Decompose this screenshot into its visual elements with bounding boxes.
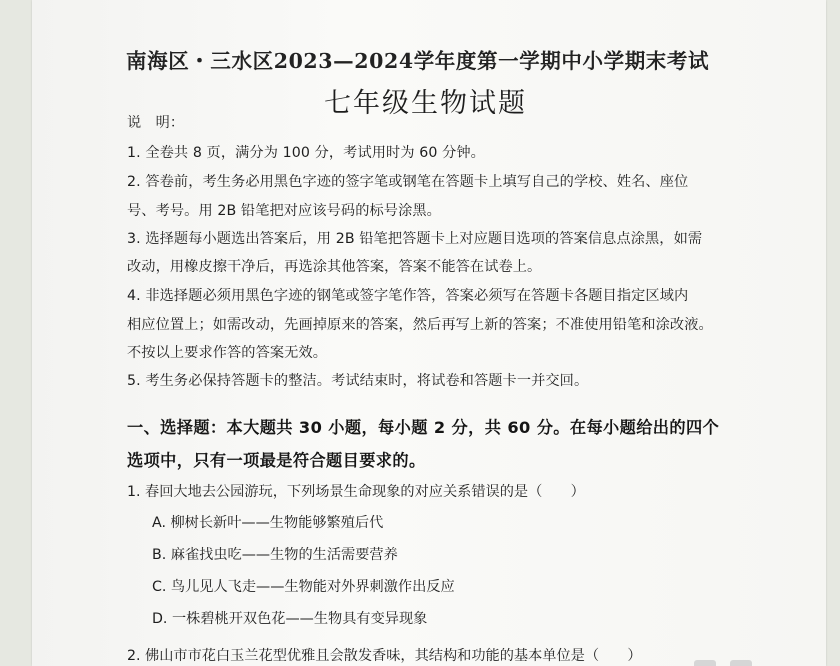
question-option: A. 柳树长新叶——生物能够繁殖后代 (152, 515, 384, 531)
exam-title: 南海区・三水区2023—2024学年度第一学期中小学期末考试 (126, 49, 710, 73)
right-gutter (826, 0, 840, 666)
instruction-line: 相应位置上；如需改动，先画掉原来的答案，然后再写上新的答案；不准使用铅笔和涂改液。 (127, 317, 713, 333)
instruction-line: 号、考号。用 2B 铅笔把对应该号码的标号涂黑。 (127, 203, 441, 219)
question-option: D. 一株碧桃开双色花——生物具有变异现象 (152, 611, 428, 627)
question-option: C. 鸟儿见人飞走——生物能对外界刺激作出反应 (152, 579, 455, 595)
instruction-line: 4. 非选择题必须用黑色字迹的钢笔或签字笔作答，答案必须写在答题卡各题目指定区域内 (127, 288, 689, 304)
page-nav-handle[interactable] (730, 660, 752, 666)
instruction-line: 2. 答卷前，考生务必用黑色字迹的签字笔或钢笔在答题卡上填写自己的学校、姓名、座位 (127, 174, 689, 190)
instruction-line: 改动，用橡皮擦干净后，再选涂其他答案，答案不能答在试卷上。 (127, 259, 542, 275)
instruction-line: 5. 考生务必保持答题卡的整洁。考试结束时，将试卷和答题卡一并交回。 (127, 373, 589, 389)
exam-subtitle: 七年级生物试题 (324, 88, 527, 119)
question-option: B. 麻雀找虫吃——生物的生活需要营养 (152, 547, 398, 563)
section-title: 选项中，只有一项最是符合题目要求的。 (127, 451, 426, 470)
section-title: 一、选择题：本大题共 30 小题，每小题 2 分，共 60 分。在每小题给出的四个 (127, 418, 720, 437)
page-nav-handle[interactable] (694, 660, 716, 666)
question-stem: 1. 春回大地去公园游玩，下列场景生命现象的对应关系错误的是（ ） (127, 484, 585, 500)
instructions-heading: 说 明： (127, 115, 185, 131)
question-stem: 2. 佛山市市花白玉兰花型优雅且会散发香味，其结构和功能的基本单位是（ ） (127, 648, 642, 664)
exam-page (32, 0, 826, 666)
instruction-line: 1. 全卷共 8 页，满分为 100 分，考试用时为 60 分钟。 (127, 145, 485, 161)
instruction-line: 不按以上要求作答的答案无效。 (127, 345, 328, 361)
instruction-line: 3. 选择题每小题选出答案后，用 2B 铅笔把答题卡上对应题目选项的答案信息点涂黑，如需 (127, 231, 703, 247)
left-gutter (0, 0, 32, 666)
